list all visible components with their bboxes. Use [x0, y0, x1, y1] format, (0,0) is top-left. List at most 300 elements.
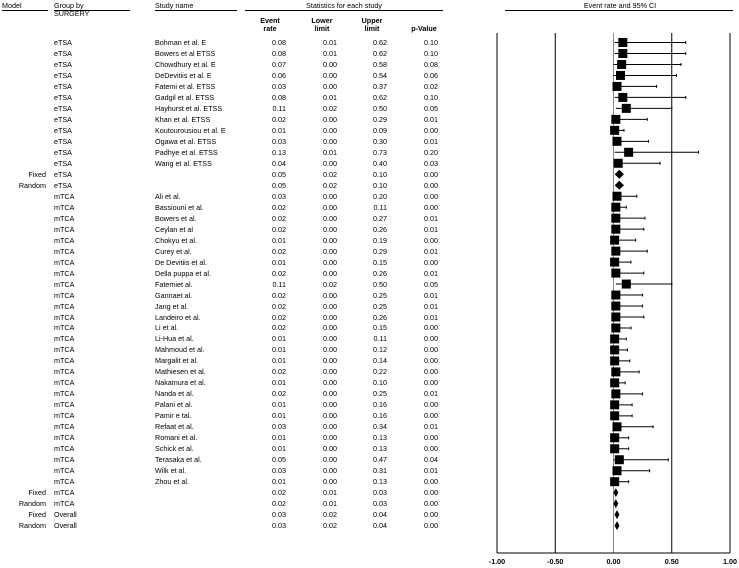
cell-event-rate: 0.02	[272, 499, 286, 509]
cell-lower-limit: 0.00	[323, 158, 337, 168]
cell-lower-limit: 0.00	[323, 125, 337, 135]
cell-p-value: 0.04	[424, 455, 438, 465]
cell-upper-limit: 0.13	[373, 477, 387, 487]
cell-upper-limit: 0.54	[373, 70, 387, 80]
cell-group: mTCA	[54, 334, 75, 344]
cell-p-value: 0.00	[424, 499, 438, 509]
cell-study: Fatemi et al. ETSS	[155, 81, 216, 91]
cell-study: Li-Hua et al.	[155, 334, 194, 344]
cell-p-value: 0.10	[424, 48, 438, 58]
cell-study: Padhye et al. ETSS	[155, 147, 218, 157]
cell-event-rate: 0.02	[272, 389, 286, 399]
cell-p-value: 0.00	[424, 345, 438, 355]
cell-group: mTCA	[54, 433, 75, 443]
cell-group: mTCA	[54, 224, 75, 234]
cell-study: Chowdhury et al. E	[155, 59, 216, 69]
study-point	[622, 104, 631, 113]
cell-study: De Devitiis et al.	[155, 257, 207, 267]
cell-lower-limit: 0.00	[323, 136, 337, 146]
cell-group: mTCA	[54, 400, 75, 410]
cell-model: Fixed	[28, 488, 46, 498]
cell-event-rate: 0.03	[272, 422, 286, 432]
cell-study: Palani et al.	[155, 400, 193, 410]
cell-study: Ceylan et al	[155, 224, 193, 234]
cell-study: Wilk et al.	[155, 466, 187, 476]
cell-study: Hayhurst et al. ETSS	[155, 103, 223, 113]
cell-upper-limit: 0.10	[373, 180, 387, 190]
cell-upper-limit: 0.25	[373, 301, 387, 311]
cell-upper-limit: 0.09	[373, 125, 387, 135]
cell-p-value: 0.01	[424, 268, 438, 278]
cell-p-value: 0.01	[424, 114, 438, 124]
cell-group: eTSA	[54, 48, 72, 58]
cell-lower-limit: 0.00	[323, 411, 337, 421]
cell-event-rate: 0.13	[272, 147, 286, 157]
header-lower-2: limit	[314, 24, 330, 33]
cell-lower-limit: 0.02	[323, 180, 337, 190]
cell-event-rate: 0.01	[272, 334, 286, 344]
cell-lower-limit: 0.00	[323, 235, 337, 245]
cell-p-value: 0.00	[424, 235, 438, 245]
cell-lower-limit: 0.00	[323, 114, 337, 124]
cell-group: mTCA	[54, 477, 75, 487]
cell-group: mTCA	[54, 312, 75, 322]
cell-group: mTCA	[54, 389, 75, 399]
cell-event-rate: 0.02	[272, 224, 286, 234]
cell-lower-limit: 0.02	[323, 279, 337, 289]
cell-group: eTSA	[54, 114, 72, 124]
cell-upper-limit: 0.50	[373, 103, 387, 113]
cell-upper-limit: 0.12	[373, 345, 387, 355]
cell-group: eTSA	[54, 92, 72, 102]
cell-group: eTSA	[54, 169, 72, 179]
cell-upper-limit: 0.14	[373, 356, 387, 366]
cell-upper-limit: 0.40	[373, 158, 387, 168]
cell-upper-limit: 0.29	[373, 246, 387, 256]
cell-lower-limit: 0.02	[323, 169, 337, 179]
cell-upper-limit: 0.11	[373, 334, 387, 344]
cell-lower-limit: 0.00	[323, 81, 337, 91]
cell-study: Ali et al.	[155, 191, 181, 201]
cell-group: mTCA	[54, 290, 75, 300]
cell-event-rate: 0.05	[272, 180, 286, 190]
cell-lower-limit: 0.01	[323, 48, 337, 58]
cell-p-value: 0.06	[424, 70, 438, 80]
cell-event-rate: 0.03	[272, 466, 286, 476]
study-point	[610, 345, 619, 354]
study-point	[611, 291, 620, 300]
cell-lower-limit: 0.02	[323, 521, 337, 531]
cell-group: eTSA	[54, 158, 72, 168]
cell-study: Jang et al.	[155, 301, 189, 311]
cell-p-value: 0.00	[424, 488, 438, 498]
cell-group: mTCA	[54, 444, 75, 454]
cell-event-rate: 0.04	[272, 158, 286, 168]
cell-lower-limit: 0.00	[323, 356, 337, 366]
cell-p-value: 0.01	[424, 290, 438, 300]
cell-p-value: 0.00	[424, 356, 438, 366]
cell-upper-limit: 0.16	[373, 411, 387, 421]
cell-study: Schick et al.	[155, 444, 194, 454]
cell-p-value: 0.02	[424, 81, 438, 91]
cell-group: eTSA	[54, 125, 72, 135]
study-point	[611, 203, 620, 212]
cell-group: eTSA	[54, 70, 72, 80]
cell-study: Gadgil et al. ETSS	[155, 92, 215, 102]
cell-p-value: 0.01	[424, 213, 438, 223]
cell-upper-limit: 0.31	[373, 466, 387, 476]
header-event-rate-2: rate	[263, 24, 277, 33]
summary-diamond	[615, 170, 624, 179]
cell-group: mTCA	[54, 257, 75, 267]
cell-lower-limit: 0.00	[323, 312, 337, 322]
cell-upper-limit: 0.62	[373, 92, 387, 102]
cell-event-rate: 0.01	[272, 235, 286, 245]
header-pvalue: p-Value	[411, 24, 437, 33]
cell-group: mTCA	[54, 499, 75, 509]
cell-event-rate: 0.03	[272, 191, 286, 201]
study-point	[610, 334, 619, 343]
cell-group: eTSA	[54, 103, 72, 113]
cell-p-value: 0.00	[424, 257, 438, 267]
cell-study: Nanda et al.	[155, 389, 194, 399]
cell-study: Bassiouni et al.	[155, 202, 204, 212]
cell-p-value: 0.01	[424, 136, 438, 146]
study-point	[610, 444, 619, 453]
study-point	[622, 280, 631, 289]
cell-study: Romani et al.	[155, 433, 198, 443]
cell-study: Chokyu et al.	[155, 235, 197, 245]
cell-upper-limit: 0.26	[373, 312, 387, 322]
cell-event-rate: 0.01	[272, 356, 286, 366]
cell-upper-limit: 0.11	[373, 202, 387, 212]
header-upper-1: Upper	[361, 16, 383, 25]
cell-lower-limit: 0.00	[323, 477, 337, 487]
cell-upper-limit: 0.03	[373, 499, 387, 509]
cell-lower-limit: 0.01	[323, 92, 337, 102]
cell-study: Curey et al.	[155, 246, 192, 256]
cell-lower-limit: 0.00	[323, 444, 337, 454]
cell-p-value: 0.00	[424, 191, 438, 201]
cell-lower-limit: 0.00	[323, 301, 337, 311]
cell-group: eTSA	[54, 147, 72, 157]
study-point	[614, 159, 623, 168]
cell-lower-limit: 0.02	[323, 103, 337, 113]
study-point	[611, 367, 620, 376]
cell-p-value: 0.00	[424, 334, 438, 344]
cell-study: Koutourousiou et al. E	[155, 125, 226, 135]
cell-group: eTSA	[54, 180, 72, 190]
cell-study: Bowers et al.	[155, 213, 197, 223]
cell-study: Li et al.	[155, 323, 179, 333]
cell-event-rate: 0.01	[272, 378, 286, 388]
cell-upper-limit: 0.34	[373, 422, 387, 432]
cell-p-value: 0.00	[424, 180, 438, 190]
cell-event-rate: 0.02	[272, 290, 286, 300]
study-point	[612, 192, 621, 201]
cell-p-value: 0.10	[424, 38, 438, 47]
cell-group: eTSA	[54, 59, 72, 69]
cell-upper-limit: 0.29	[373, 114, 387, 124]
header-plot-title: Event rate and 95% CI	[583, 1, 657, 10]
study-point	[616, 71, 625, 80]
cell-p-value: 0.00	[424, 510, 438, 520]
cell-lower-limit: 0.01	[323, 147, 337, 157]
study-point	[611, 269, 620, 278]
cell-lower-limit: 0.00	[323, 246, 337, 256]
study-point	[617, 60, 626, 69]
cell-p-value: 0.08	[424, 59, 438, 69]
cell-lower-limit: 0.00	[323, 455, 337, 465]
cell-study: Della puppa et al.	[155, 268, 211, 278]
cell-study: Gannaet al.	[155, 290, 193, 300]
cell-lower-limit: 0.01	[323, 488, 337, 498]
header-statistics: Statistics for each study	[306, 1, 382, 10]
cell-upper-limit: 0.27	[373, 213, 387, 223]
cell-event-rate: 0.08	[272, 38, 286, 47]
study-point	[624, 148, 633, 157]
cell-upper-limit: 0.47	[373, 455, 387, 465]
cell-upper-limit: 0.03	[373, 488, 387, 498]
cell-study: Mathiesen et al.	[155, 367, 206, 377]
study-point	[610, 433, 619, 442]
cell-p-value: 0.00	[424, 400, 438, 410]
cell-event-rate: 0.02	[272, 301, 286, 311]
study-point	[612, 137, 621, 146]
cell-lower-limit: 0.02	[323, 510, 337, 520]
cell-study: Landeiro et al.	[155, 312, 201, 322]
study-point	[610, 411, 619, 420]
cell-lower-limit: 0.00	[323, 433, 337, 443]
study-point	[610, 477, 619, 486]
cell-event-rate: 0.11	[272, 103, 286, 113]
cell-upper-limit: 0.37	[373, 81, 387, 91]
cell-event-rate: 0.08	[272, 48, 286, 58]
study-point	[618, 49, 627, 58]
cell-event-rate: 0.11	[272, 279, 286, 289]
cell-lower-limit: 0.00	[323, 202, 337, 212]
cell-event-rate: 0.03	[272, 521, 286, 531]
cell-upper-limit: 0.25	[373, 290, 387, 300]
cell-upper-limit: 0.62	[373, 38, 387, 47]
cell-lower-limit: 0.00	[323, 290, 337, 300]
cell-upper-limit: 0.19	[373, 235, 387, 245]
cell-lower-limit: 0.00	[323, 323, 337, 333]
cell-group: mTCA	[54, 422, 75, 432]
cell-upper-limit: 0.26	[373, 268, 387, 278]
cell-event-rate: 0.01	[272, 477, 286, 487]
cell-upper-limit: 0.15	[373, 323, 387, 333]
cell-lower-limit: 0.00	[323, 213, 337, 223]
study-point	[611, 302, 620, 311]
cell-p-value: 0.01	[424, 312, 438, 322]
cell-p-value: 0.05	[424, 103, 438, 113]
cell-p-value: 0.01	[424, 422, 438, 432]
cell-event-rate: 0.02	[272, 114, 286, 124]
study-point	[612, 466, 621, 475]
cell-group: eTSA	[54, 38, 72, 47]
cell-lower-limit: 0.00	[323, 224, 337, 234]
cell-event-rate: 0.01	[272, 257, 286, 267]
cell-upper-limit: 0.20	[373, 191, 387, 201]
cell-study: Refaat et al.	[155, 422, 194, 432]
cell-p-value: 0.00	[424, 169, 438, 179]
header-event-rate-1: Event	[260, 16, 280, 25]
cell-group: mTCA	[54, 323, 75, 333]
cell-event-rate: 0.02	[272, 268, 286, 278]
cell-upper-limit: 0.50	[373, 279, 387, 289]
cell-upper-limit: 0.13	[373, 444, 387, 454]
cell-p-value: 0.00	[424, 125, 438, 135]
header-model: Model	[2, 1, 22, 10]
cell-event-rate: 0.03	[272, 510, 286, 520]
cell-p-value: 0.01	[424, 246, 438, 256]
cell-study: Mahmoud et al.	[155, 345, 205, 355]
cell-upper-limit: 0.25	[373, 389, 387, 399]
cell-study: Terasaka et al.	[155, 455, 202, 465]
cell-event-rate: 0.01	[272, 433, 286, 443]
cell-lower-limit: 0.01	[323, 499, 337, 509]
cell-group: mTCA	[54, 268, 75, 278]
cell-study: Zhou et al.	[155, 477, 189, 487]
cell-group: mTCA	[54, 455, 75, 465]
study-point	[611, 225, 620, 234]
cell-upper-limit: 0.13	[373, 433, 387, 443]
cell-p-value: 0.01	[424, 466, 438, 476]
cell-upper-limit: 0.15	[373, 257, 387, 267]
cell-lower-limit: 0.00	[323, 422, 337, 432]
header-upper-2: limit	[364, 24, 380, 33]
cell-upper-limit: 0.04	[373, 521, 387, 531]
cell-group: mTCA	[54, 345, 75, 355]
study-point	[611, 247, 620, 256]
study-point	[611, 214, 620, 223]
cell-group: mTCA	[54, 246, 75, 256]
cell-event-rate: 0.06	[272, 70, 286, 80]
cell-group: mTCA	[54, 356, 75, 366]
cell-lower-limit: 0.00	[323, 466, 337, 476]
x-tick-label: 0.50	[664, 557, 679, 566]
cell-group: mTCA	[54, 367, 75, 377]
summary-diamond	[614, 510, 619, 519]
cell-p-value: 0.00	[424, 521, 438, 531]
cell-p-value: 0.00	[424, 477, 438, 487]
cell-model: Random	[18, 521, 46, 531]
cell-upper-limit: 0.22	[373, 367, 387, 377]
cell-model: Fixed	[28, 510, 46, 520]
cell-lower-limit: 0.00	[323, 334, 337, 344]
cell-p-value: 0.01	[424, 389, 438, 399]
cell-group: mTCA	[54, 191, 75, 201]
cell-group: mTCA	[54, 488, 75, 498]
cell-lower-limit: 0.01	[323, 38, 337, 47]
cell-group: eTSA	[54, 81, 72, 91]
cell-study: Bowers et al ETSS	[155, 48, 216, 58]
cell-p-value: 0.10	[424, 92, 438, 102]
cell-event-rate: 0.01	[272, 125, 286, 135]
cell-group: eTSA	[54, 136, 72, 146]
cell-p-value: 0.00	[424, 202, 438, 212]
cell-event-rate: 0.08	[272, 92, 286, 102]
cell-upper-limit: 0.10	[373, 169, 387, 179]
cell-p-value: 0.00	[424, 378, 438, 388]
summary-diamond	[615, 181, 624, 190]
cell-event-rate: 0.03	[272, 81, 286, 91]
cell-p-value: 0.20	[424, 147, 438, 157]
cell-lower-limit: 0.00	[323, 70, 337, 80]
cell-study: Pamir e tal.	[155, 411, 192, 421]
study-point	[610, 378, 619, 387]
cell-p-value: 0.00	[424, 367, 438, 377]
cell-lower-limit: 0.00	[323, 191, 337, 201]
cell-upper-limit: 0.10	[373, 378, 387, 388]
study-point	[615, 455, 624, 464]
study-point	[611, 313, 620, 322]
cell-event-rate: 0.02	[272, 367, 286, 377]
x-tick-label: 0.00	[606, 557, 621, 566]
cell-study: Ogawa et al. ETSS	[155, 136, 217, 146]
cell-group: mTCA	[54, 213, 75, 223]
header-surgery: SURGERY	[54, 9, 90, 18]
study-point	[610, 126, 619, 135]
cell-model: Random	[18, 499, 46, 509]
x-tick-label: -1.00	[488, 557, 506, 566]
cell-study: Khan et al. ETSS	[155, 114, 211, 124]
study-point	[611, 389, 620, 398]
cell-group: mTCA	[54, 378, 75, 388]
cell-event-rate: 0.02	[272, 312, 286, 322]
cell-event-rate: 0.02	[272, 213, 286, 223]
cell-event-rate: 0.03	[272, 136, 286, 146]
cell-lower-limit: 0.00	[323, 400, 337, 410]
cell-lower-limit: 0.00	[323, 389, 337, 399]
cell-p-value: 0.05	[424, 279, 438, 289]
study-point	[610, 258, 619, 267]
header-group-by: Group by	[54, 1, 84, 10]
cell-event-rate: 0.02	[272, 488, 286, 498]
cell-lower-limit: 0.00	[323, 367, 337, 377]
cell-model: Random	[18, 180, 46, 190]
cell-study: Fatemiet al.	[155, 279, 193, 289]
cell-lower-limit: 0.00	[323, 257, 337, 267]
cell-p-value: 0.00	[424, 444, 438, 454]
cell-p-value: 0.01	[424, 301, 438, 311]
cell-upper-limit: 0.04	[373, 510, 387, 520]
summary-diamond	[613, 488, 618, 497]
cell-group: mTCA	[54, 301, 75, 311]
cell-study: Nakamura et al.	[155, 378, 206, 388]
cell-lower-limit: 0.00	[323, 378, 337, 388]
cell-event-rate: 0.05	[272, 169, 286, 179]
cell-study: Margalit et al.	[155, 356, 199, 366]
cell-event-rate: 0.01	[272, 444, 286, 454]
study-point	[612, 422, 621, 431]
cell-p-value: 0.01	[424, 224, 438, 234]
cell-event-rate: 0.01	[272, 411, 286, 421]
cell-upper-limit: 0.30	[373, 136, 387, 146]
header-lower-1: Lower	[311, 16, 333, 25]
cell-event-rate: 0.01	[272, 400, 286, 410]
cell-group: mTCA	[54, 411, 75, 421]
cell-p-value: 0.00	[424, 411, 438, 421]
cell-p-value: 0.00	[424, 323, 438, 333]
cell-study: Bohman et al. E	[155, 38, 207, 47]
header-study-name: Study name	[155, 1, 194, 10]
cell-group: mTCA	[54, 466, 75, 476]
cell-upper-limit: 0.26	[373, 224, 387, 234]
cell-event-rate: 0.02	[272, 246, 286, 256]
cell-study: DeDevitiis et al. E	[155, 70, 212, 80]
